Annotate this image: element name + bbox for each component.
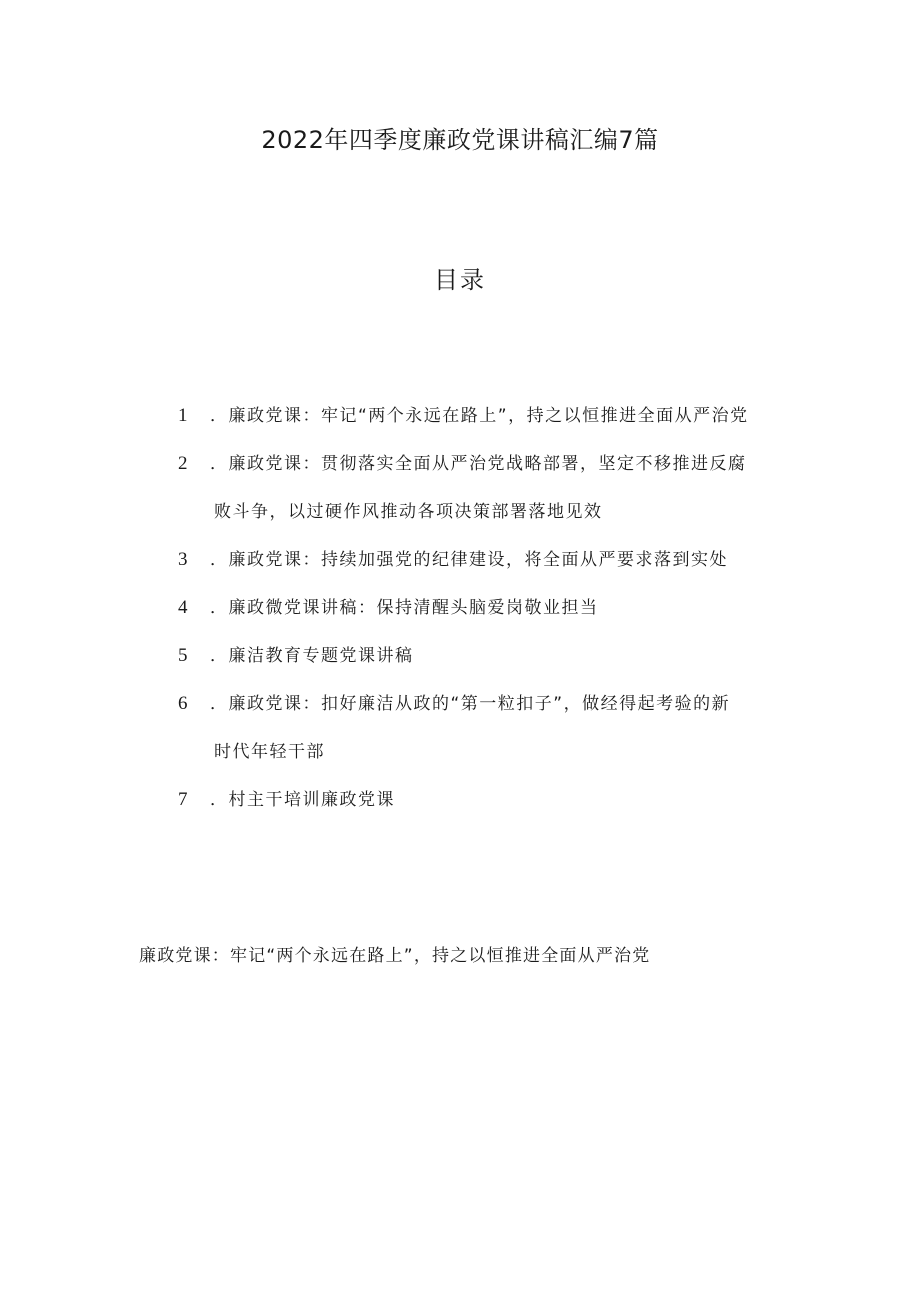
toc-item-line: ．廉政党课：牢记“两个永远在路上”，持之以恒推进全面从严治党 bbox=[210, 406, 749, 426]
toc-item[interactable] bbox=[178, 404, 798, 428]
toc-item[interactable] bbox=[178, 596, 798, 620]
toc-item-number: 2 bbox=[178, 453, 188, 474]
toc-item-text bbox=[210, 788, 798, 812]
toc-item[interactable] bbox=[178, 692, 798, 764]
toc-item-number: 4 bbox=[178, 597, 188, 618]
toc-item-number: 3 bbox=[178, 549, 188, 570]
toc-item[interactable] bbox=[178, 548, 798, 572]
toc-item-text bbox=[210, 404, 798, 428]
toc-item-text bbox=[210, 452, 798, 524]
toc-item[interactable] bbox=[178, 452, 798, 524]
toc-item-line: 败斗争，以过硬作风推动各项决策部署落地见效 bbox=[214, 502, 603, 522]
toc-item-number: 5 bbox=[178, 645, 188, 666]
document-title: 2022年四季度廉政党课讲稿汇编7篇 bbox=[261, 126, 659, 154]
toc-item-line: ．村主干培训廉政党课 bbox=[210, 790, 395, 810]
toc-heading: 目录 bbox=[434, 266, 486, 294]
toc-item-text bbox=[210, 548, 798, 572]
toc-item-text bbox=[210, 692, 798, 764]
table-of-contents bbox=[178, 404, 798, 836]
toc-item-line: ．廉政微党课讲稿：保持清醒头脑爱岗敬业担当 bbox=[210, 598, 599, 618]
toc-item[interactable] bbox=[178, 788, 798, 812]
toc-item-number: 1 bbox=[178, 405, 188, 426]
toc-item-line: ．廉政党课：贯彻落实全面从严治党战略部署，坚定不移推进反腐 bbox=[210, 454, 747, 474]
toc-item-number: 7 bbox=[178, 789, 188, 810]
toc-item-line: ．廉洁教育专题党课讲稿 bbox=[210, 646, 414, 666]
toc-item-text bbox=[210, 644, 798, 668]
toc-item-line: ．廉政党课：扣好廉洁从政的“第一粒扣子”，做经得起考验的新 bbox=[210, 694, 731, 714]
section-heading: 廉政党课：牢记“两个永远在路上”，持之以恒推进全面从严治党 bbox=[139, 946, 651, 966]
toc-item[interactable] bbox=[178, 644, 798, 668]
toc-item-line: 时代年轻干部 bbox=[214, 742, 325, 762]
toc-item-number: 6 bbox=[178, 693, 188, 714]
toc-item-line: ．廉政党课：持续加强党的纪律建设，将全面从严要求落到实处 bbox=[210, 550, 728, 570]
toc-item-text bbox=[210, 596, 798, 620]
